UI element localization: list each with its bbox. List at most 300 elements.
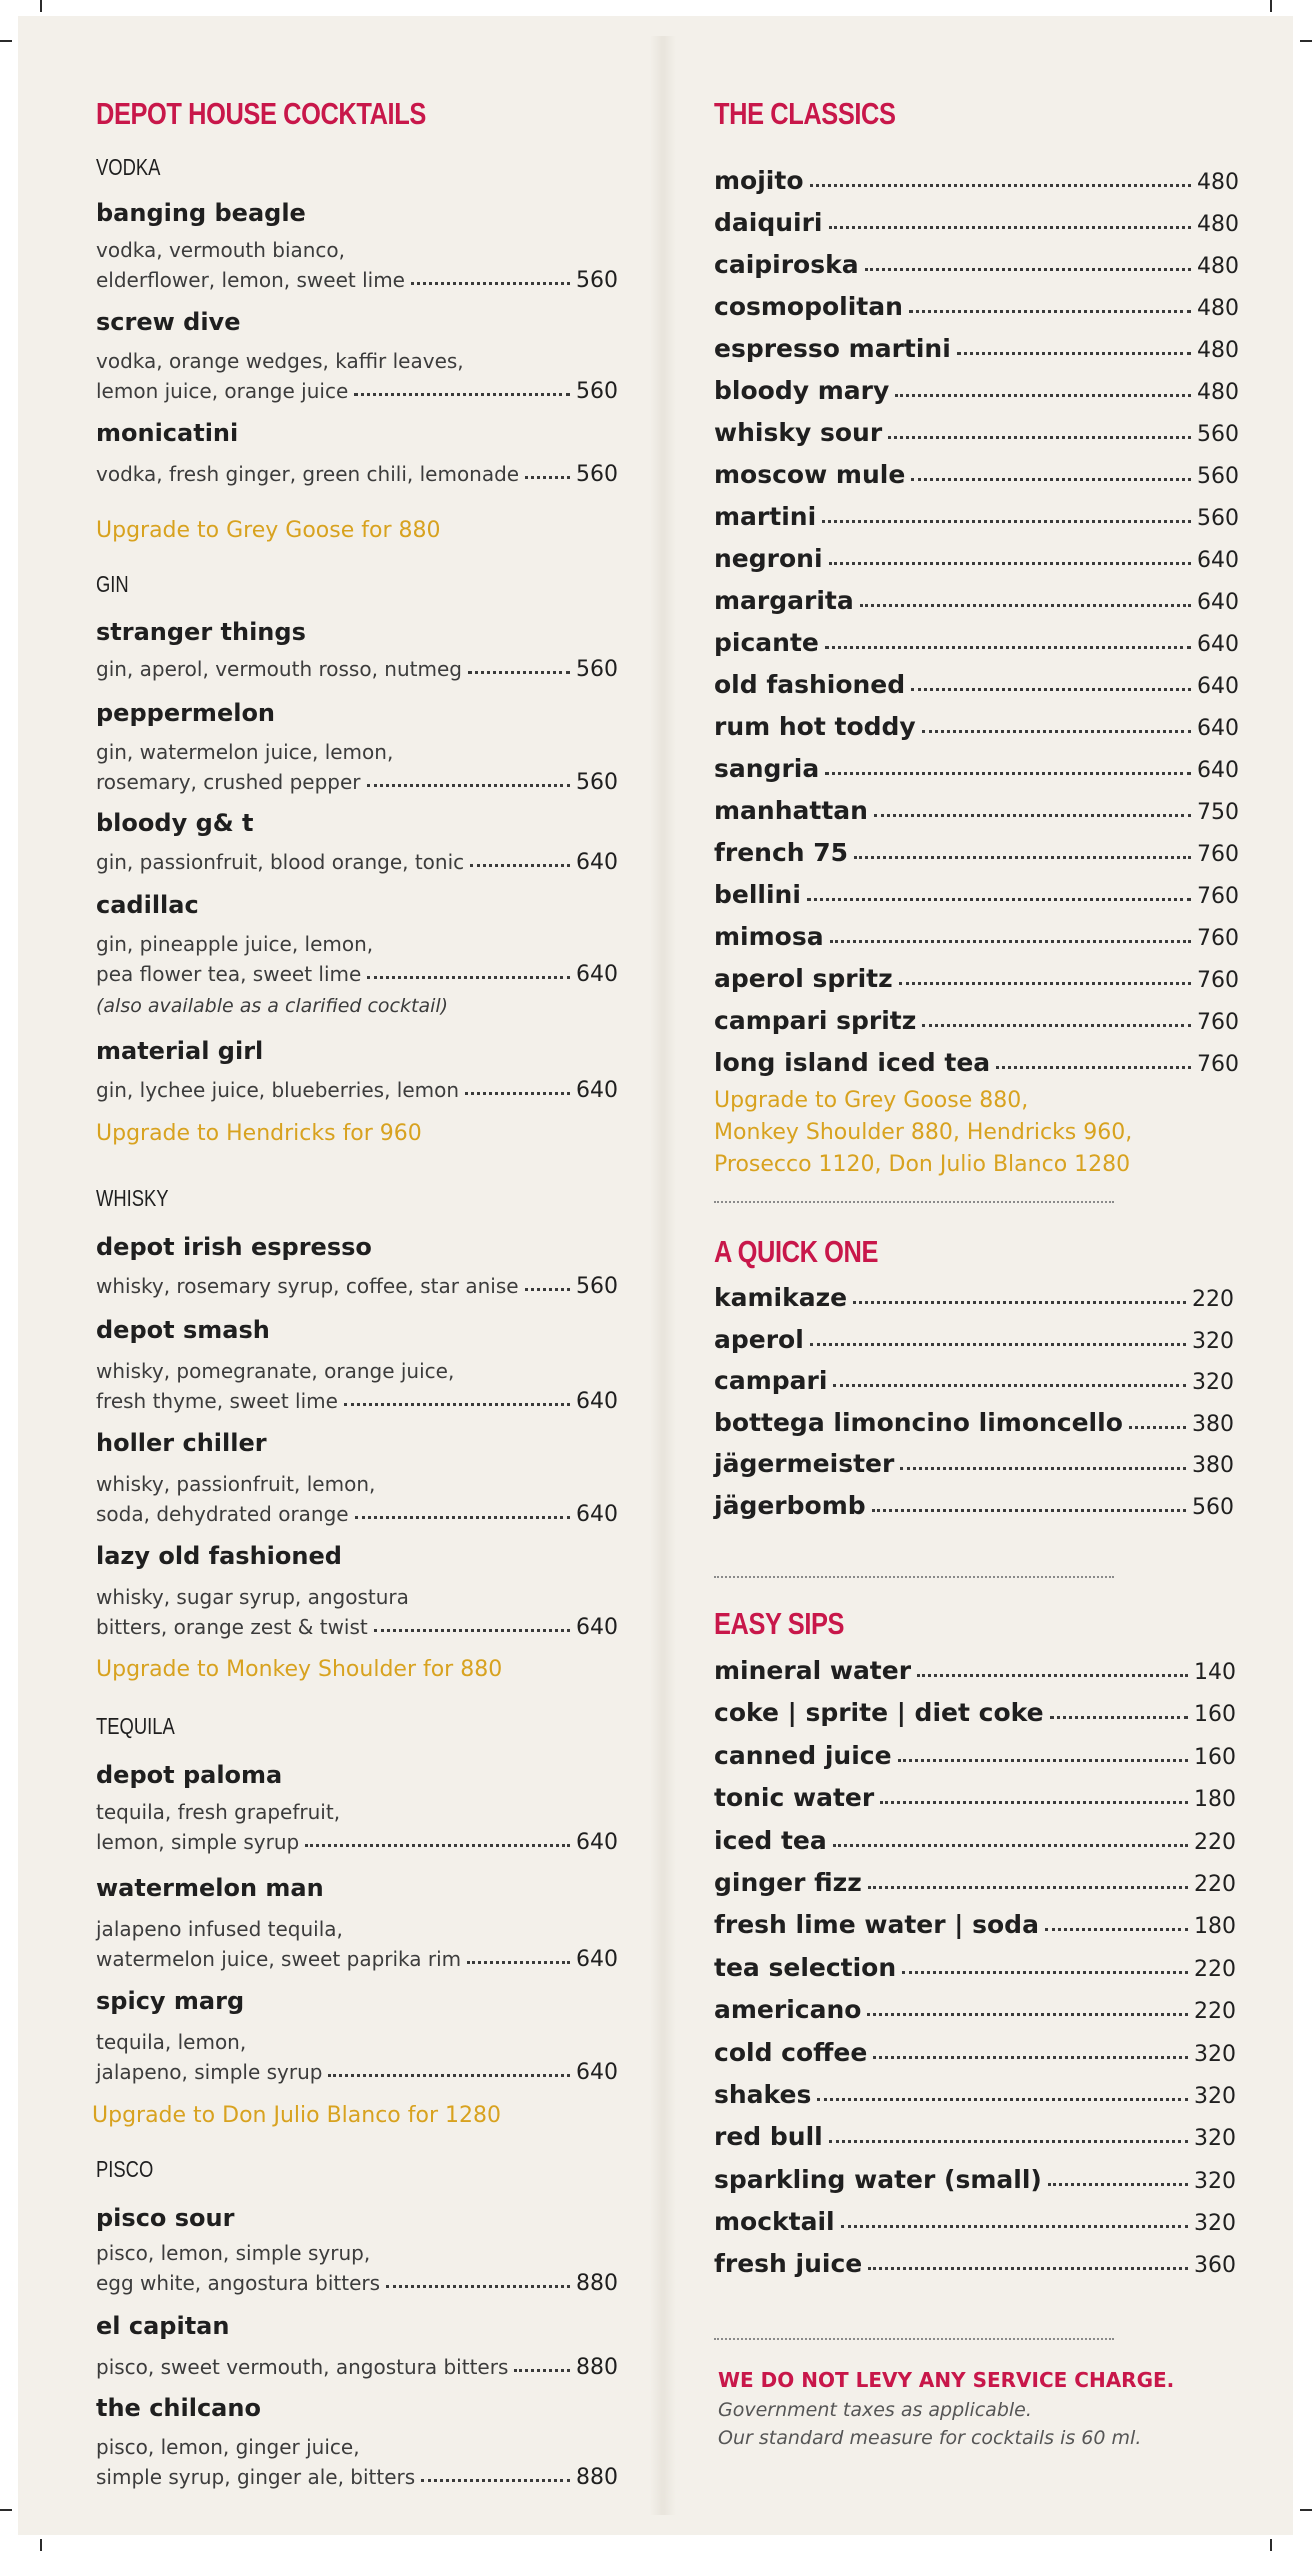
item-price: 640 [576,2060,618,2085]
item-price: 760 [1197,884,1239,909]
item-price: 480 [1197,338,1239,363]
upgrade-note: Upgrade to Don Julio Blanco for 1280 [92,2103,501,2128]
item-description: tequila, lemon, [96,2030,247,2054]
dot-leader [822,520,1191,523]
dot-leader [374,1629,570,1632]
item-price: 560 [1197,506,1239,531]
menu-item [714,670,1239,712]
menu-item [96,809,618,877]
item-name: long island iced tea [714,1048,991,1077]
menu-item [714,1408,1234,1450]
crop-mark [1300,40,1312,42]
item-note: (also available as a clarified cocktail) [96,995,449,1017]
dot-leader [367,784,570,787]
dot-leader [328,2074,570,2077]
dot-leader [1045,1928,1188,1931]
item-description: vodka, vermouth bianco, [96,238,346,262]
item-price-row [96,847,618,877]
dot-leader [922,1024,1191,1027]
dot-leader [1048,2183,1188,2186]
dot-leader [917,1674,1188,1677]
upgrade-note: Prosecco 1120, Don Julio Blanco 1280 [714,1152,1131,1177]
menu-item [714,2165,1236,2207]
item-price: 180 [1194,1914,1236,1940]
item-price: 880 [576,2465,618,2490]
menu-item [714,292,1239,334]
menu-item [714,796,1239,838]
dot-leader [860,604,1191,607]
item-price-row [96,1075,618,1105]
dot-leader [525,476,570,479]
item-price-row [96,2268,618,2298]
item-name: daiquiri [714,208,823,237]
menu-item [714,586,1239,628]
dot-leader [470,864,570,867]
item-description: watermelon juice, sweet paprika rim [96,1947,462,1971]
item-name: mocktail [714,2207,835,2237]
menu-item [96,1429,618,1529]
dot-leader [957,352,1191,355]
item-price-row [96,265,618,295]
item-price: 180 [1194,1787,1236,1813]
menu-item [96,1542,618,1642]
menu-item [714,1283,1234,1325]
item-price-row [96,654,618,684]
dot-leader [1129,1426,1186,1429]
menu-item [96,2312,618,2382]
dot-leader [872,1509,1186,1512]
item-name: jägerbomb [714,1490,866,1520]
menu-item [714,1741,1236,1783]
item-price-row [96,1612,618,1642]
dot-leader [468,671,570,674]
item-price: 380 [1192,1411,1234,1437]
dot-leader [874,814,1191,817]
section-title-classics: THE CLASSICS [714,96,896,131]
dot-leader [900,1467,1186,1470]
item-description: gin, lychee juice, blueberries, lemon [96,1078,460,1102]
dot-leader [810,184,1192,187]
item-price: 160 [1194,1702,1236,1728]
dot-leader [807,898,1191,901]
crop-mark [1270,0,1272,12]
item-name: manhattan [714,796,868,825]
dot-leader [386,2285,570,2288]
menu-item [96,2394,618,2492]
item-name: holler chiller [96,1429,267,1457]
item-price: 560 [1197,422,1239,447]
menu-item [714,2038,1236,2080]
item-description: pisco, lemon, simple syrup, [96,2241,371,2265]
item-name: bloody mary [714,376,890,405]
item-price: 640 [576,1078,618,1103]
item-name: campari [714,1366,828,1395]
dot-leader [830,940,1191,943]
item-description: whisky, rosemary syrup, coffee, star anise [96,1274,519,1298]
menu-item [714,628,1239,670]
dot-leader [833,1384,1186,1387]
dot-leader [854,856,1191,859]
dot-leader [911,688,1191,691]
menu-item [96,1874,618,1974]
menu-item [96,618,618,684]
item-name: spicy marg [96,1987,245,2015]
item-description: lemon juice, orange juice [96,379,349,403]
dot-leader [829,2140,1188,2143]
easy-sips-list [714,1656,1236,2292]
item-price-row [96,1386,618,1416]
menu-item [714,964,1239,1006]
item-price-row [96,1271,618,1301]
dot-leader [411,282,570,285]
item-price: 220 [1194,1871,1236,1897]
item-name: canned juice [714,1740,892,1770]
menu-item [714,880,1239,922]
menu-item [96,1987,618,2087]
item-price: 760 [1197,968,1239,993]
dot-leader [888,436,1191,439]
item-name: aperol [714,1324,804,1354]
item-price: 360 [1194,2253,1236,2279]
item-price: 220 [1194,1999,1236,2025]
item-price-row [96,2352,618,2382]
item-name: mimosa [714,922,824,951]
item-price: 480 [1197,170,1239,195]
upgrade-note: Upgrade to Monkey Shoulder for 880 [96,1657,503,1682]
dot-leader [833,1844,1188,1847]
menu-item [714,418,1239,460]
item-name: bellini [714,880,801,909]
dot-leader [810,1343,1186,1346]
menu-item [714,1656,1236,1698]
crop-mark [40,2539,42,2551]
item-name: depot smash [96,1316,270,1344]
item-description: pea flower tea, sweet lime [96,962,362,986]
dot-leader [880,1801,1188,1804]
item-name: martini [714,502,817,531]
menu-item [96,1761,618,1857]
menu-item [714,2122,1236,2164]
dot-leader [1050,1716,1188,1719]
item-price: 220 [1194,1956,1236,1982]
dot-leader [817,2098,1188,2101]
item-price: 640 [576,1389,618,1414]
item-price: 640 [576,1502,618,1527]
item-name: the chilcano [96,2394,261,2422]
item-name: fresh lime water | soda [714,1910,1039,1940]
dot-leader [305,1844,570,1847]
menu-item [714,1048,1239,1090]
item-price: 320 [1194,2211,1236,2237]
item-price: 560 [576,268,618,293]
item-name: pisco sour [96,2204,235,2232]
dot-leader [825,772,1191,775]
item-description: whisky, passionfruit, lemon, [96,1472,376,1496]
item-name: tonic water [714,1783,875,1813]
item-name: red bull [714,2122,823,2152]
item-price: 480 [1197,296,1239,321]
dot-leader [898,1759,1188,1762]
item-price: 640 [576,962,618,987]
item-price: 320 [1192,1370,1234,1395]
item-name: sparkling water (small) [714,2164,1042,2194]
dot-leader [902,1971,1188,1974]
upgrade-note: Upgrade to Grey Goose 880, [714,1088,1029,1113]
item-description: gin, aperol, vermouth rosso, nutmeg [96,657,462,681]
item-price: 560 [576,657,618,682]
item-price: 320 [1194,2126,1236,2152]
menu-item [714,922,1239,964]
menu-item [96,1316,618,1416]
item-description: tequila, fresh grapefruit, [96,1800,341,1824]
item-price: 640 [1197,548,1239,573]
dot-leader [514,2369,570,2372]
item-price: 560 [1192,1494,1234,1520]
dot-leader [355,1516,570,1519]
menu-item [96,308,618,406]
item-price: 640 [1197,716,1239,741]
item-price: 320 [1192,1328,1234,1354]
crop-mark [1270,2539,1272,2551]
dot-leader [899,982,1191,985]
item-name: cadillac [96,891,199,919]
classics-upgrade [714,1085,1132,1181]
item-price-row [96,1944,618,1974]
item-description: jalapeno infused tequila, [96,1917,343,1941]
item-name: shakes [714,2079,812,2109]
item-price: 640 [576,1615,618,1640]
section-title-quick-one: A QUICK ONE [714,1234,879,1269]
menu-item [714,544,1239,586]
item-price: 160 [1194,1744,1236,1770]
item-name: espresso martini [714,334,951,363]
item-name: banging beagle [96,199,306,227]
item-description: soda, dehydrated orange [96,1502,349,1526]
item-price-row [96,1499,618,1529]
menu-item [714,2207,1236,2249]
menu-item [714,376,1239,418]
item-name: aperol spritz [714,964,893,993]
item-name: sangria [714,754,820,783]
item-name: coke | sprite | diet coke [714,1698,1044,1728]
item-name: french 75 [714,838,849,867]
menu-item [714,1995,1236,2037]
service-charge-notice: WE DO NOT LEVY ANY SERVICE CHARGE. [718,2368,1175,2392]
item-name: campari spritz [714,1006,917,1035]
item-price: 640 [1197,758,1239,783]
dot-leader [853,1301,1186,1304]
item-name: peppermelon [96,699,276,727]
menu-item [714,334,1239,376]
item-name: rum hot toddy [714,712,916,741]
dot-leader [344,1403,570,1406]
item-price-row [96,2057,618,2087]
item-price: 480 [1197,254,1239,279]
item-name: tea selection [714,1952,897,1982]
dot-leader [829,226,1192,229]
menu-item [714,502,1239,544]
item-price: 760 [1197,926,1239,951]
section-title-house-cocktails: DEPOT HOUSE COCKTAILS [96,96,426,131]
item-name: cosmopolitan [714,292,903,321]
item-description: elderflower, lemon, sweet lime [96,268,405,292]
item-name: moscow mule [714,460,906,489]
category-heading-vodka: VODKA [96,154,161,180]
quick-one-list [714,1283,1234,1532]
crop-mark [1300,2509,1312,2511]
upgrade-note: Upgrade to Grey Goose for 880 [96,518,441,543]
item-name: el capitan [96,2312,230,2340]
item-name: bloody g& t [96,809,254,837]
item-name: stranger things [96,618,306,646]
item-description: bitters, orange zest & twist [96,1615,368,1639]
section-divider [714,2338,1114,2340]
item-price: 640 [576,850,618,875]
item-name: jägermeister [714,1449,895,1478]
item-name: lazy old fashioned [96,1542,342,1570]
menu-item [714,1868,1236,1910]
dot-leader [829,562,1191,565]
item-name: depot paloma [96,1761,283,1789]
dot-leader [868,2267,1188,2270]
item-name: cold coffee [714,2037,868,2067]
item-price: 380 [1192,1453,1234,1478]
item-price: 640 [1197,632,1239,657]
item-price: 560 [576,462,618,487]
menu-item [714,1366,1234,1408]
item-price: 220 [1194,1829,1236,1855]
category-heading-gin: GIN [96,571,129,597]
dot-leader [911,478,1191,481]
item-description: lemon, simple syrup [96,1830,300,1854]
item-price: 640 [576,1947,618,1972]
menu-item [714,838,1239,880]
crop-mark [0,2509,12,2511]
menu-item [714,754,1239,796]
classics-list [714,166,1239,1090]
item-name: screw dive [96,308,241,336]
item-name: watermelon man [96,1874,324,1902]
menu-item [714,1698,1236,1740]
item-price-row [96,376,618,406]
item-name: old fashioned [714,670,906,699]
item-price-row [96,459,618,489]
item-price: 760 [1197,842,1239,867]
item-name: americano [714,1995,862,2025]
item-name: depot irish espresso [96,1233,372,1261]
dot-leader [867,2013,1188,2016]
item-price: 640 [576,1830,618,1855]
item-description: vodka, fresh ginger, green chili, lemonade [96,462,520,486]
item-price: 320 [1194,2041,1236,2067]
item-price-row [96,767,618,797]
menu-item [714,1910,1236,1952]
menu-item [714,250,1239,292]
item-price: 640 [1197,590,1239,615]
menu-page [18,16,1293,2535]
item-description: egg white, angostura bitters [96,2271,381,2295]
dot-leader [465,1092,570,1095]
section-divider [714,1201,1114,1203]
item-name: bottega limoncino limoncello [714,1407,1123,1437]
menu-item [714,1783,1236,1825]
menu-item [714,2080,1236,2122]
item-name: material girl [96,1037,264,1065]
item-price: 560 [1197,464,1239,489]
item-name: negroni [714,544,823,573]
item-price: 140 [1194,1660,1236,1685]
section-divider [714,1576,1114,1578]
dot-leader [825,646,1191,649]
menu-item [714,1006,1239,1048]
dot-leader [354,393,570,396]
item-price: 560 [576,770,618,795]
upgrade-note: Monkey Shoulder 880, Hendricks 960, [714,1120,1133,1145]
menu-item [714,1826,1236,1868]
item-name: monicatini [96,419,239,447]
item-name: fresh juice [714,2249,863,2279]
item-description: rosemary, crushed pepper [96,770,361,794]
menu-item [714,712,1239,754]
item-name: picante [714,628,819,657]
crop-mark [40,0,42,12]
item-description: jalapeno, simple syrup [96,2060,323,2084]
item-description: whisky, sugar syrup, angostura [96,1585,409,1609]
item-price: 480 [1197,212,1239,237]
item-price: 320 [1194,2168,1236,2194]
item-price-row [96,1827,618,1857]
measure-note: Our standard measure for cocktails is 60 ml. [718,2427,1142,2449]
item-price-row [96,959,618,989]
page-fold [650,36,676,2515]
dot-leader [467,1961,570,1964]
item-price: 560 [576,379,618,404]
menu-item [96,1037,618,1105]
item-price: 750 [1197,800,1239,825]
dot-leader [421,2479,570,2482]
dot-leader [367,976,570,979]
item-description: pisco, sweet vermouth, angostura bitters [96,2355,509,2379]
item-name: iced tea [714,1825,827,1855]
dot-leader [868,1886,1188,1889]
section-title-easy-sips: EASY SIPS [714,1606,845,1641]
dot-leader [996,1066,1191,1069]
item-price: 880 [576,2355,618,2380]
crop-mark [0,40,12,42]
menu-item [714,460,1239,502]
item-price: 760 [1197,1010,1239,1035]
dot-leader [909,310,1191,313]
item-name: kamikaze [714,1283,848,1312]
menu-item [96,199,618,295]
category-heading-whisky: WHISKY [96,1185,169,1211]
menu-item [714,2249,1236,2291]
dot-leader [865,268,1191,271]
item-price-row [96,2462,618,2492]
item-name: mojito [714,166,804,195]
menu-item [714,1449,1234,1491]
menu-item [96,2204,618,2298]
item-price: 220 [1192,1287,1234,1312]
dot-leader [841,2225,1188,2228]
menu-item [96,891,618,1017]
dot-leader [525,1288,570,1291]
upgrade-note: Upgrade to Hendricks for 960 [96,1121,422,1146]
item-name: whisky sour [714,418,883,447]
menu-item [714,1325,1234,1367]
item-description: whisky, pomegranate, orange juice, [96,1359,455,1383]
item-price: 320 [1194,2083,1236,2109]
